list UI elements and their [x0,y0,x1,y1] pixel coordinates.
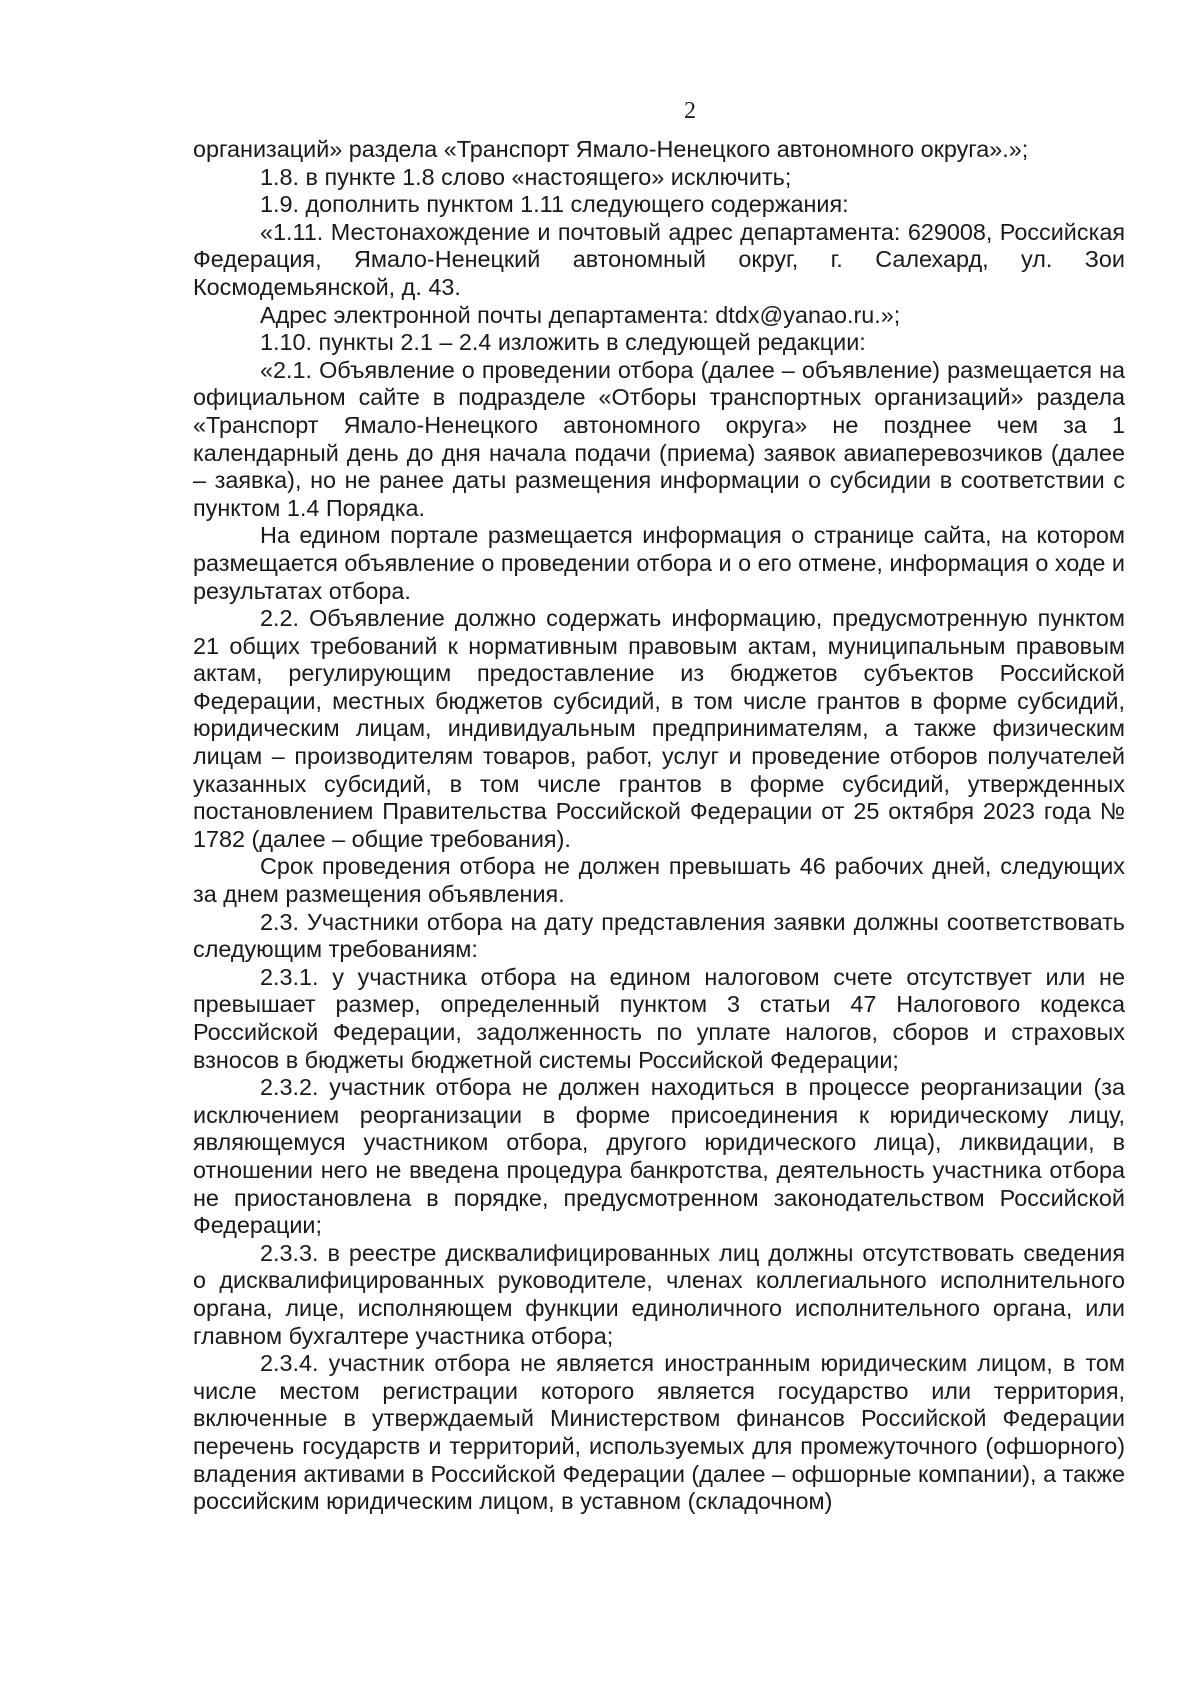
paragraph-item-2-3-1: 2.3.1. у участника отбора на едином налоговом счете отсутствует или не превышает размер, определенный пунктом 3 статьи 47 Налогового кодекса Российской Федерации, задолженность по уплате налогов, сборов и страховых взносов в бюджеты бюджетной системы Российской Федерации; [193,963,1125,1073]
paragraph-selection-term: Срок проведения отбора не должен превышать 46 рабочих дней, следующих за днем размещения объявления. [193,853,1125,908]
paragraph-1: организаций» раздела «Транспорт Ямало-Ненецкого автономного округа».»; [193,136,1029,162]
paragraph-item-2-3-4: 2.3.4. участник отбора не является иностранным юридическим лицом, в том числе местом регистрации которого является государство или территория, включенные в утверждаемый Министерством финансов Российской Федерации перечень государств и территорий, используемых для промежуточного (офшорного) владения активами в Российской Федерации (далее – офшорные компании), а также российским юридическим лицом, в уставном (складочном) [193,1350,1125,1515]
paragraph-item-2-3-3: 2.3.3. в реестре дисквалифицированных лиц должны отсутствовать сведения о дисквалифицированных руководителе, членах коллегиального исполнительного органа, лице, исполняющем функции единоличного исполнительного органа, или главном бухгалтере участника отбора; [193,1239,1125,1349]
paragraph-item-1-11: «1.11. Местонахождение и почтовый адрес департамента: 629008, Российская Федерация, Ямало-Ненецкий автономный округ, г. Салехард, ул. Зои Космодемьянской, д. 43. [193,218,1125,300]
paragraph-item-2-1: «2.1. Объявление о проведении отбора (далее – объявление) размещается на официальном сайте в подразделе «Отборы транспортных организаций» раздела «Транспорт Ямало-Ненецкого автономного округа» не позднее чем за 1 календарный день до дня начала подачи (приема) заявок авиаперевозчиков (далее – заявка), но не ранее даты размещения информации о субсидии в соответствии с пунктом 1.4 Порядка. [193,356,1125,521]
paragraph-item-1-8: 1.8. в пункте 1.8 слово «настоящего» исключить; [260,163,792,190]
paragraph-item-2-3: 2.3. Участники отбора на дату представления заявки должны соответствовать следующим требованиям: [193,908,1125,963]
paragraph-item-1-9: 1.9. дополнить пунктом 1.11 следующего содержания: [260,191,849,218]
paragraph-item-2-3-2: 2.3.2. участник отбора не должен находиться в процессе реорганизации (за исключением реорганизации в форме присоединения к юридическому лицу, являющемуся участником отбора, другого юридического лица), ликвидации, в отношении него не введена процедура банкротства, деятельность участника отбора не приостановлена в порядке, предусмотренном законодательством Российской Федерации; [193,1074,1125,1239]
document-body [193,136,1125,1516]
paragraph-item-2-2: 2.2. Объявление должно содержать информацию, предусмотренную пунктом 21 общих требований к нормативным правовым актам, муниципальным правовым актам, регулирующим предоставление из бюджетов субъектов Российской Федерации, местных бюджетов субсидий, в том числе грантов в форме субсидий, юридическим лицам, индивидуальным предпринимателям, а также физическим лицам – производителям товаров, работ, услуг и проведение отборов получателей указанных субсидий, в том числе грантов в форме субсидий, утвержденных постановлением Правительства Российской Федерации от 25 октября 2023 года № 1782 (далее – общие требования). [193,605,1125,852]
paragraph-item-1-10: 1.10. пункты 2.1 – 2.4 изложить в следующей редакции: [260,329,866,356]
page-number: 2 [684,98,696,124]
paragraph-unified-portal: На едином портале размещается информация о странице сайта, на котором размещается объявление о проведении отбора и о его отмене, информация о ходе и результатах отбора. [193,522,1125,604]
paragraph-email: Адрес электронной почты департамента: dtdx@yanao.ru.»; [260,301,901,328]
